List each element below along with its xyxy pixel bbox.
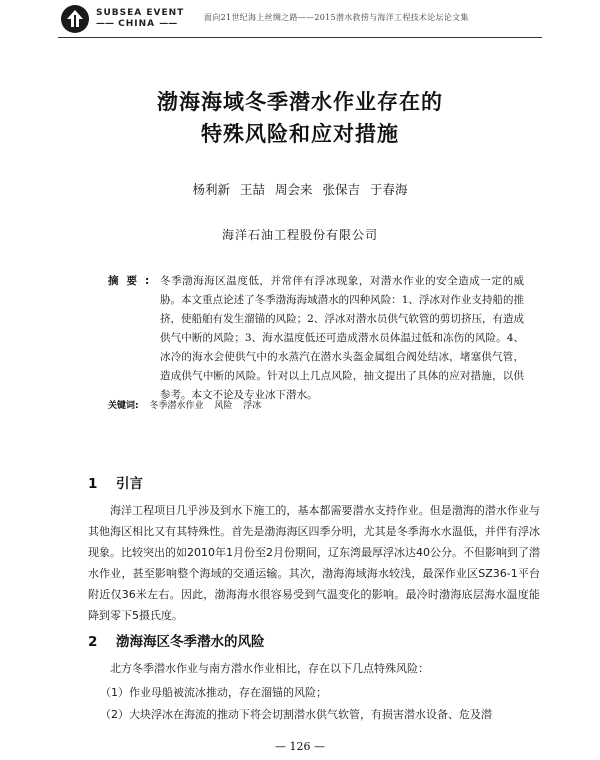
risk-item: （2）大块浮冰在海流的推动下将会切割潜水供气软管，有损害潜水设备、危及潜 [100,708,492,721]
keywords-label: 关键词: [108,401,139,411]
keyword: 风险 [214,401,233,411]
section-title: 引言 [116,476,143,492]
logo-text: SUBSEA EVENT —— CHINA —— [96,8,185,29]
title-line-1: 渤海海域冬季潜水作业存在的 [157,89,443,114]
author: 张保吉 [322,182,360,197]
subsea-event-logo-icon [60,4,90,34]
author: 周会来 [274,182,313,197]
abstract-label: 摘要: [108,275,158,287]
author-list [0,180,600,198]
risk-item: （1）作业母船被流冰推动，存在溜锚的风险； [100,686,327,699]
title-line-2: 特殊风险和应对措施 [201,121,399,146]
keyword: 浮冰 [243,401,262,411]
section-heading-risks [88,630,265,650]
abstract-body: 冬季渤海海区温度低，并常伴有浮冰现象，对潜水作业的安全造成一定的威胁。本文重点论述了冬季渤海海域潜水的四种风险：1、浮冰对作业支持船的推挤，使船舶有发生溜锚的风险；2、浮冰对潜水员供气软管的剪切挤压，有造成供气中断的风险；3、海水温度低还可造成潜水员体温过低和冻伤的风险。4、冰冷的海水会使供气中的水蒸汽在潜水头盔金属组合阀处结冰，堵塞供气管，造成供气中断的风险。针对以上几点风险，抽文提出了具体的应对措施，以供参考。本文不论及专业冰下潜水。 [160,275,524,401]
page-number: — 126 — [275,740,325,753]
keywords [108,398,261,411]
author: 于春海 [369,182,408,197]
introduction-paragraph: 海洋工程项目几乎涉及到水下施工的，基本都需要潜水支持作业。但是渤海的潜水作业与其他海区相比又有其特殊性。首先是渤海海区四季分明，尤其是冬季海水水温低，并伴有浮冰现象。比较突出的如2010年1月份至2月份期间，辽东湾最厚浮冰达40公分。不但影响到了潜水作业，甚至影响整个海域的交通运输。其次，渤海海域海水较浅，最深作业区SZ36-1平台附近仅36米左右。因此，渤海海水很容易受到气温变化的影响。最冷时渤海底层海水温度能降到零下5摄氏度。 [88,504,540,622]
header-rule [58,37,542,38]
abstract [108,272,524,405]
section-number: 1 [88,476,98,492]
section-heading-introduction [88,472,143,492]
author: 王喆 [239,182,265,197]
logo-line2: CHINA [118,19,156,29]
keyword: 冬季潜水作业 [149,401,204,411]
section-title: 渤海海区冬季潜水的风险 [116,634,265,650]
logo-line1: SUBSEA EVENT [96,8,185,18]
risks-paragraph: 北方冬季潜水作业与南方潜水作业相比，存在以下几点特殊风险： [110,662,429,675]
author: 杨利新 [192,182,230,197]
paper-title [0,86,600,150]
affiliation: 海洋石油工程股份有限公司 [221,228,378,242]
section-number: 2 [88,634,98,650]
running-head: 面向21世纪海上丝绸之路——2015潜水救捞与海洋工程技术论坛论文集 [204,13,469,22]
page-header [0,0,600,40]
